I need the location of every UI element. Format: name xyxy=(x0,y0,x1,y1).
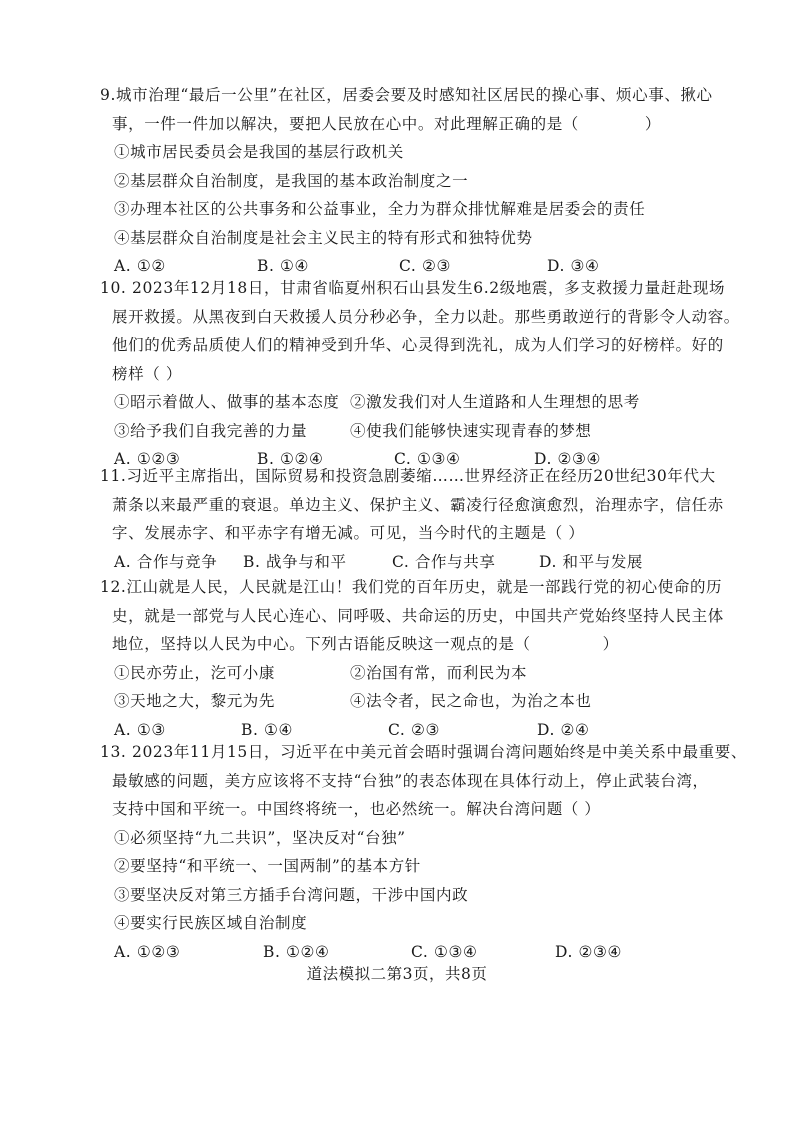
q10-option-a: A. ①②③ xyxy=(114,450,181,468)
q9-item-3: ③办理本社区的公共事务和公益事业，全力为群众排忧解难是居委会的责任 xyxy=(114,200,646,218)
q12-option-d: D. ②④ xyxy=(537,720,590,739)
q11-stem-line-3: 字、发展赤字、和平赤字有增无减。可见，当今时代的主题是（ ） xyxy=(112,524,585,542)
q9-option-d: D. ③④ xyxy=(547,257,600,275)
q13-option-a: A. ①②③ xyxy=(114,942,181,961)
q10-item-3: ③给予我们自我完善的力量 xyxy=(114,421,308,440)
q11-option-a: A. 合作与竞争 xyxy=(114,552,218,571)
q9-item-2: ②基层群众自治制度，是我国的基本政治制度之一 xyxy=(114,171,469,190)
q13-option-d: D. ②③④ xyxy=(555,942,623,961)
q12-item-2: ②治国有常，而利民为本 xyxy=(350,663,528,682)
page-footer: 道法模拟二第3页，共8页 xyxy=(306,965,488,983)
q12-option-a: A. ①③ xyxy=(114,720,166,739)
q13-stem-line-3: 支持中国和平统一。中国终将统一，也必然统一。解决台湾问题（ ） xyxy=(112,800,601,818)
question-9 xyxy=(100,81,713,281)
q12-stem-text: 地位，坚持以人民为中心。下列古语能反映这一观点的是（ xyxy=(112,635,531,653)
q12-items-row-1 xyxy=(104,659,694,688)
q12-stem-close: ） xyxy=(602,635,619,653)
q10-items-row-2 xyxy=(104,417,694,446)
q9-stem-line-1: 9.城市治理“最后一公里”在社区，居委会要及时感知社区居民的操心事、烦心事、揪心 xyxy=(100,86,713,104)
q13-item-2: ②要坚持“和平统一、一国两制”的基本方针 xyxy=(114,857,421,875)
q9-stem-text: 事，一件一件加以解决，要把人民放在心中。对此理解正确的是（ xyxy=(112,114,579,133)
q10-item-2: ②激发我们对人生道路和人生理想的思考 xyxy=(350,393,640,411)
q10-option-d: D. ②③④ xyxy=(534,450,602,468)
q12-stem-line-2: 史，就是一部党与人民心连心、同呼吸、共命运的历史，中国共产党始终坚持人民主体 xyxy=(112,606,724,625)
question-11 xyxy=(100,462,724,576)
q13-item-3: ③要坚决反对第三方插手台湾问题，干涉中国内政 xyxy=(114,885,469,904)
q13-item-1: ①必须坚持“九二共识”，坚决反对“台独” xyxy=(114,828,406,847)
q9-item-1: ①城市居民委员会是我国的基层行政机关 xyxy=(114,143,404,161)
q13-stem-line-2: 最敏感的问题，美方应该将不支持“台独”的表态体现在具体行动上，停止武装台湾， xyxy=(112,771,709,790)
q10-items-row-1 xyxy=(104,388,694,417)
q9-stem-close: ） xyxy=(644,114,662,133)
q11-stem-line-2: 萧条以来最严重的衰退。单边主义、保护主义、霸凌行径愈演愈烈，治理赤字，信任赤 xyxy=(112,495,724,514)
q13-stem-line-1: 13. 2023年11月15日，习近平在中美元首会晤时强调台湾问题始终是中美关系中最重要、 xyxy=(100,743,747,761)
q13-item-4: ④要实行民族区域自治制度 xyxy=(114,914,308,932)
q10-stem-line-3: 他们的优秀品质使人们的精神受到升华、心灵得到洗礼，成为人们学习的好榜样。好的 xyxy=(112,336,724,354)
q9-option-a: A. ①② xyxy=(114,257,166,275)
q10-option-c: C. ①③④ xyxy=(394,450,461,468)
q13-option-c: C. ①③④ xyxy=(411,942,478,961)
q10-option-b: B. ①②④ xyxy=(257,450,324,468)
question-12 xyxy=(100,573,724,744)
q10-item-4: ④使我们能够快速实现青春的梦想 xyxy=(350,421,592,440)
q12-items-row-2 xyxy=(104,687,694,716)
q11-stem-line-1: 11.习近平主席指出，国际贸易和投资急剧萎缩……世界经济正在经历20世纪30年代大 xyxy=(100,467,716,485)
q12-stem-line-3 xyxy=(112,630,694,659)
q12-item-4: ④法令者，民之命也，为治之本也 xyxy=(350,692,592,710)
q12-option-b: B. ①④ xyxy=(241,720,294,739)
question-13 xyxy=(100,738,747,966)
q10-stem-line-1: 10. 2023年12月18日，甘肃省临夏州积石山县发生6.2级地震，多支救援力量赶赴现场 xyxy=(100,279,726,297)
q12-stem-line-1: 12.江山就是人民，人民就是江山！我们党的百年历史，就是一部践行党的初心使命的历 xyxy=(100,578,723,596)
q12-item-1: ①民亦劳止，汔可小康 xyxy=(114,663,276,682)
q9-option-b: B. ①④ xyxy=(257,257,310,275)
q9-stem-line-2 xyxy=(112,110,694,139)
q10-stem-line-4: 榜样（ ） xyxy=(112,364,182,383)
q12-item-3: ③天地之大，黎元为先 xyxy=(114,692,276,710)
q10-stem-line-2: 展开救援。从黑夜到白天救援人员分秒必争，全力以赴。那些勇敢逆行的背影令人动容。 xyxy=(112,307,740,326)
q11-option-b: B. 战争与和平 xyxy=(243,552,347,571)
q9-option-c: C. ②③ xyxy=(399,257,451,275)
question-10 xyxy=(100,274,740,474)
q11-option-c: C. 合作与共享 xyxy=(392,552,496,571)
q13-option-b: B. ①②④ xyxy=(263,942,330,961)
q10-item-1: ①昭示着做人、做事的基本态度 xyxy=(114,393,340,411)
q12-option-c: C. ②③ xyxy=(388,720,440,739)
q9-item-4: ④基层群众自治制度是社会主义民主的特有形式和独特优势 xyxy=(114,228,533,247)
q11-option-d: D. 和平与发展 xyxy=(539,552,644,571)
q11-options xyxy=(104,548,694,577)
